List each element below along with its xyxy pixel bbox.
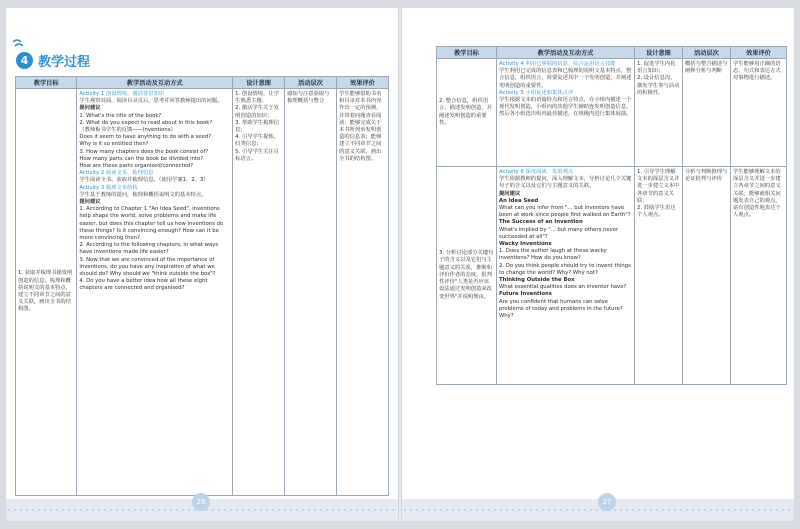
col-header-level: 活动层次 [285, 77, 337, 89]
activity-text: 1. Does the author laugh at these wacky inventions? How do you know? [499, 248, 607, 262]
bold-label: Future Inventions [499, 291, 552, 298]
activity-text: 学生基于教师的提问，梳理和概括说明文的基本特点。 [79, 191, 207, 198]
activity-text: 学生利用已完成的信息表和已梳理的说明文基本特点，整合信息，组织语言，简要复述其中一个发明创造，并阐述发明创造的重要性。 [499, 68, 632, 89]
activity-text: 3. How many chapters does the book consist of? [79, 148, 209, 155]
activity-text: How many parts can the book be divided into? [79, 155, 204, 162]
page-number-left: 26 [192, 493, 210, 511]
activity-heading: Activity 4 利用已掌握的信息，综合运用语言技能 [499, 61, 616, 67]
activity-heading: Activity 3 梳理文本结构 [79, 184, 138, 191]
activity-text: 学生观察封面，阅读目录页后，思考并回答教师提出的问题。 [79, 98, 223, 105]
activity-text: 1. According to Chapter 1 "An Idea Seed", inventions help shape the world, solve problems and make life easier, but does this chapter tell us how inventions do these things? Is it convincing enough? How can it be more convincing then? [79, 206, 224, 242]
page-number-right: 27 [598, 493, 616, 511]
col-header-objective: 教学目标 [437, 47, 497, 59]
intent-cell: 1. 促进学生内化语言知识； 2. 设计信息沟，激发学生参与活动的积极性。 [635, 59, 683, 167]
objective-cell: 2. 整合信息，组织语言，描述发明创造，并阐述发明创造的重要性。 [437, 59, 497, 167]
col-header-objective: 教学目标 [16, 77, 77, 89]
intent-cell: 1. 创设情境，让学生熟悉主题； 2. 激活学生关于发明创造的知识； 3. 帮助学生梳理信息； 4. 引导学生提炼、归类信息； 5. 引导学生关注目标语言。 [233, 89, 285, 496]
activity-text: Why is it so entitled then? [79, 141, 149, 148]
footer-dots [402, 507, 794, 513]
activity-text: 学生依据教师的提问，深入理解文本，分析讨论几个关键句子的含义以及它们与主题意义的关联。 [499, 176, 632, 190]
activity-text: What's implied by "... but many others never succeeded at all"? [499, 226, 619, 240]
activity-heading: Activity 2 阅读文本，梳理信息 [79, 170, 154, 177]
section-number-badge: 4 [16, 52, 33, 69]
col-header-evaluation: 效果评价 [731, 47, 787, 59]
col-header-activities: 教学活动及互动方式 [497, 47, 635, 59]
activities-cell [497, 167, 635, 385]
activities-cell [497, 59, 635, 167]
wave-decoration-icon [12, 38, 28, 52]
activity-text: How are these parts organised/connected? [79, 163, 194, 170]
evaluation-cell: 学生能够理解文本的深层含义并进一步建立各章节之间的意义关联；能够就相关问题发表自己的观点，富有创造性地表达个人观点。 [731, 167, 787, 385]
right-page [402, 8, 794, 521]
table-header-row [16, 77, 389, 89]
activity-text: 3. Now that we are convinced of the importance of inventions, do you have any inspiration of what we should do? Why should we "think outside the box"? [79, 256, 216, 278]
activity-text: 4. Do you have a better idea how all these eight chapters are connected and organised? [79, 278, 208, 292]
activity-text: 2. According to the following chapters, in what ways have inventions made life easier? [79, 242, 219, 256]
col-header-evaluation: 效果评价 [337, 77, 389, 89]
table-row [437, 167, 787, 385]
activity-text: What can you infer from "... but inventors have been at work since people first walked on Earth"? [499, 205, 631, 219]
table-row [437, 59, 787, 167]
activity-text: 2. Do you think people should try to invent things to change the world? Why? Why not? [499, 262, 631, 276]
activity-text: 2. What do you expect to read about in this book? [79, 119, 213, 126]
table-row [16, 89, 389, 496]
activity-text: 学生根据文本的语篇特点和语言特点，在小组内描述一个现代发明创造，小组内的其他学生辅助连发明创造信息，然后各小组选出组内最佳描述，在班级内进行集体展演。 [499, 97, 632, 118]
lesson-table-left [15, 76, 389, 496]
level-cell: 感知与注意获取与梳理概括与整合 [285, 89, 337, 496]
col-header-activities: 教学活动及互动方式 [77, 77, 233, 89]
activity-text: Are you confident that humans can solve problems of today and problems in the future? Why? [499, 298, 623, 320]
activities-list [499, 61, 632, 119]
evaluation-cell: 学生能够用正确的语态、句式和表达方式对事物进行描述。 [731, 59, 787, 167]
bold-label: 提问建议 [79, 105, 101, 112]
bold-label: The Success of an Invention [499, 219, 583, 226]
activity-text: 1. What's the title of the book? [79, 112, 162, 119]
level-cell: 概括与整合描述与阐释分析与判断 [683, 59, 731, 167]
activity-heading: Activity 1 创设情境，激活背景知识 [79, 91, 165, 97]
bold-label: 提问建议 [499, 190, 521, 197]
left-page [6, 8, 398, 521]
level-cell: 分析与判断推理与论证批判与评价 [683, 167, 731, 385]
objective-cell: 3. 分析讨论部分关键句子的含义以及它们与主题意义的关系，推断和评价作者的态度，批判性评价"人类是否应该设法通过发明创造来改变世界"并说明理由。 [437, 167, 497, 385]
bold-label: 提问建议 [79, 199, 101, 206]
activities-list [499, 169, 632, 320]
bold-label: Wacky Inventions [499, 241, 552, 248]
activity-text: 学生阅读全书，获取并梳理信息。（使用学案1、2、3） [79, 177, 209, 184]
activity-heading: Activity 6 深度阅读，发展观点 [499, 169, 574, 175]
col-header-level: 活动层次 [683, 47, 731, 59]
intent-cell: 1. 引导学生理解文本的深层含义并进一步建立文本中各章节的意义关联； 2. 鼓励学生表达个人观点。 [635, 167, 683, 385]
col-header-intent: 设计意图 [635, 47, 683, 59]
section-title: 教学过程 [38, 55, 91, 70]
evaluation-cell: 学生能够借助书名和目录对本书内容作出一定的预测，并带着问题查看阅读；能够完成关于本书所列举发明创造的信息表；能够建立不同章节之间的意义关联，画出全书的结构图。 [337, 89, 389, 496]
bold-label: Thinking Outside the Box [499, 277, 575, 284]
activities-cell [77, 89, 233, 496]
col-header-intent: 设计意图 [233, 77, 285, 89]
activity-text: （教师板书学生的反馈——Inventions） [79, 127, 176, 134]
activities-list [79, 91, 230, 293]
activity-heading: Activity 5 小组复述和集体点评 [499, 89, 574, 96]
bold-label: An Idea Seed [499, 197, 539, 204]
section-heading [16, 51, 90, 70]
activity-text: What essential qualities does an inventor have? [499, 284, 627, 291]
table-header-row [437, 47, 787, 59]
lesson-table-right [436, 46, 787, 385]
objective-cell: 1. 获取并梳理书籍发明创造的信息，梳理和概括说明文的基本特点，建立不同章节之间的意义关联，画出全书的结构图。 [16, 89, 77, 496]
activity-text: Does it seem to have anything to do with a seed? [79, 134, 212, 141]
